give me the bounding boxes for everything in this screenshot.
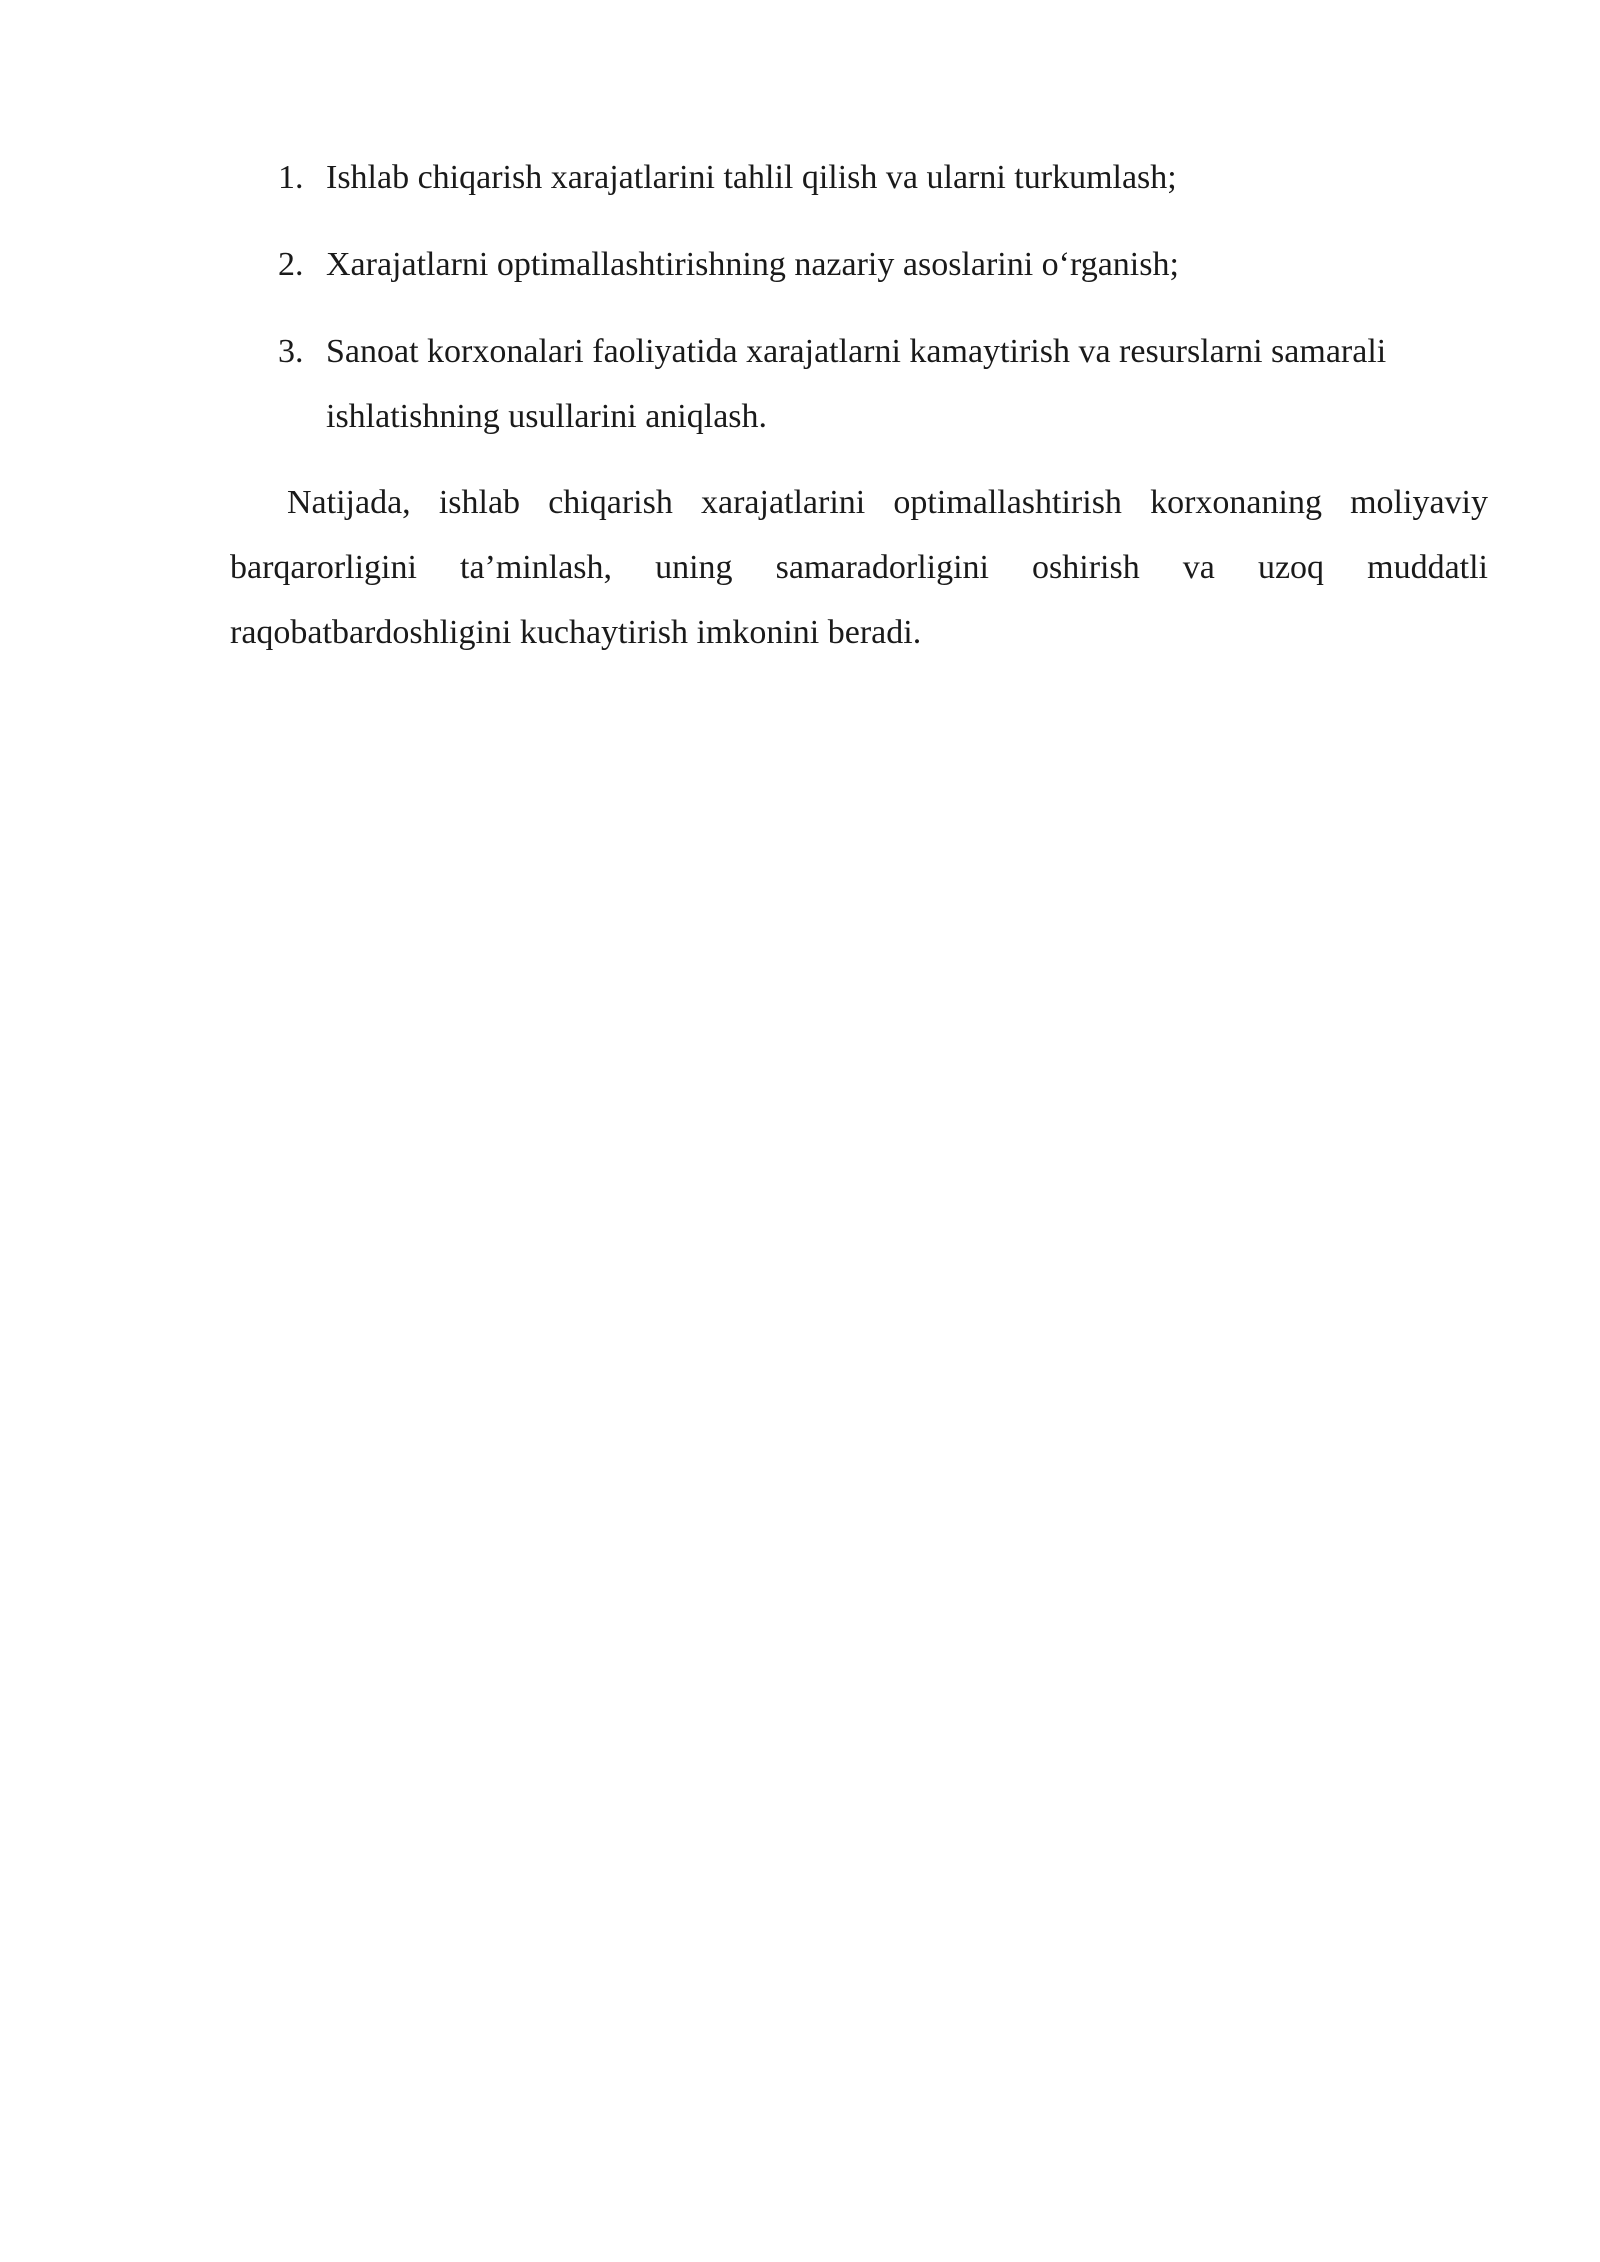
- list-item: [230, 145, 1500, 210]
- list-item: [230, 319, 1500, 449]
- list-item: [230, 232, 1500, 297]
- objectives-list: [230, 145, 1500, 471]
- list-item-number: 3.: [278, 333, 304, 370]
- conclusion-paragraph: Natijada, ishlab chiqarish xarajatlarini optimallashtirish korxonaning moliyaviy barqarorligini ta’minlash, uning samaradorligini oshirish va uzoq muddatli raqobatbardoshligini kuchaytirish imkonini beradi.: [230, 484, 1488, 651]
- list-item-number: 2.: [278, 246, 304, 283]
- list-item-text: Ishlab chiqarish xarajatlarini tahlil qilish va ularni turkumlash;: [326, 159, 1177, 196]
- list-item-text: Sanoat korxonalari faoliyatida xarajatlarni kamaytirish va resurslarni samarali ishlatishning usullarini aniqlash.: [326, 333, 1387, 435]
- list-item-text: Xarajatlarni optimallashtirishning nazariy asoslarini o‘rganish;: [326, 246, 1179, 283]
- list-item-number: 1.: [278, 159, 304, 196]
